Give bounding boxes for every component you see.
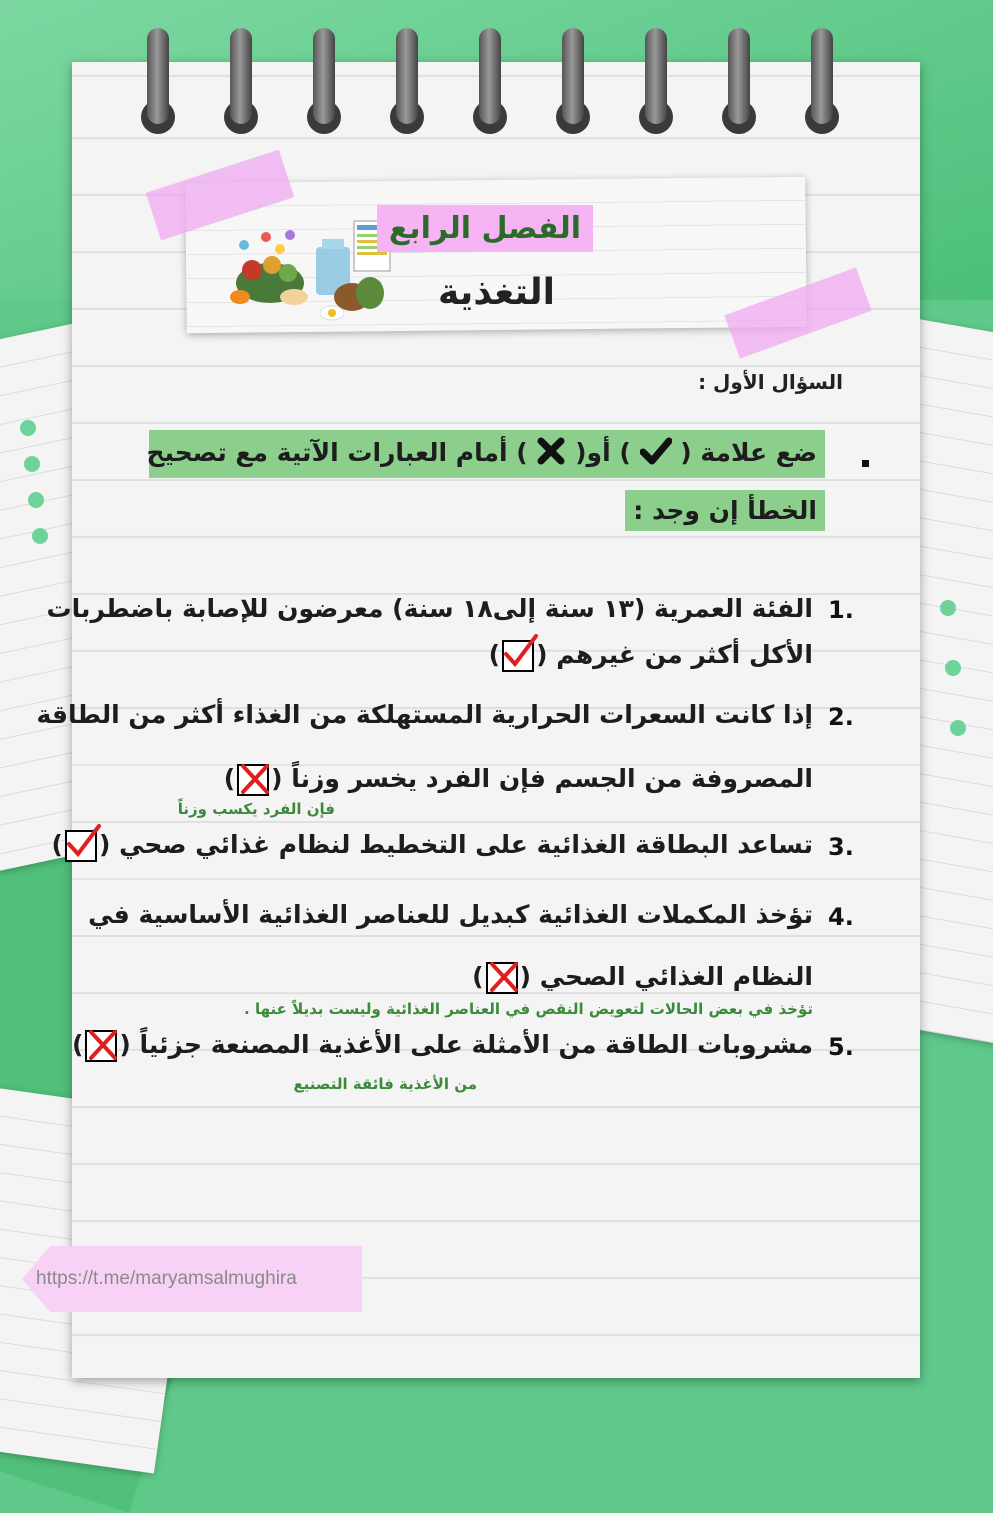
red-cross-icon	[484, 954, 524, 994]
punch-hole	[28, 492, 44, 508]
food-illustration	[222, 215, 398, 325]
item-number: 2.	[828, 703, 854, 731]
item-2-line-1: إذا كانت السعرات الحرارية المستهلكة من الغذاء أكثر من الطاقة	[36, 700, 813, 729]
punch-hole	[24, 456, 40, 472]
spiral-ring	[562, 28, 584, 124]
item-4-line-2: النظام الغذائي الصحي ( )	[472, 962, 813, 994]
item-1-line-1: الفئة العمرية (١٣ سنة إلى١٨ سنة) معرضون للإصابة باضطربات	[46, 594, 813, 623]
answer-check-box	[65, 830, 97, 862]
item-2-line-2: المصروفة من الجسم فإن الفرد يخسر وزناً ( )	[224, 764, 813, 796]
punch-hole	[20, 420, 36, 436]
item-number: 5.	[828, 1033, 854, 1061]
chapter-label: الفصل الرابع	[377, 205, 593, 252]
spiral-ring	[313, 28, 335, 124]
telegram-link[interactable]: https://t.me/maryamsalmughira	[36, 1268, 297, 1289]
spiral-ring	[479, 28, 501, 124]
item-4-correction: تؤخذ في بعض الحالات لتعويض النقص في العناصر الغذائية وليست بديلاً عنها .	[244, 1000, 813, 1018]
red-check-icon	[500, 632, 540, 672]
spiral-ring	[811, 28, 833, 124]
item-number: 4.	[828, 903, 854, 931]
item-1-line-2: الأكل أكثر من غيرهم ( )	[489, 640, 813, 672]
punch-hole	[32, 528, 48, 544]
check-icon	[640, 436, 672, 472]
punch-hole	[940, 600, 956, 616]
question-title: السؤال الأول :	[698, 370, 843, 394]
spiral-ring	[230, 28, 252, 124]
spiral-ring	[396, 28, 418, 124]
spiral-ring	[645, 28, 667, 124]
item-number: 1.	[828, 596, 854, 624]
spiral-ring	[147, 28, 169, 124]
subject-title: التغذية	[437, 272, 555, 313]
item-2-correction: فإن الفرد يكسب وزناً	[177, 800, 335, 818]
answer-cross-box	[486, 962, 518, 994]
bullet-icon	[862, 460, 869, 467]
punch-hole	[950, 720, 966, 736]
answer-check-box	[502, 640, 534, 672]
cross-icon	[536, 436, 566, 472]
red-cross-icon	[235, 756, 275, 796]
red-check-icon	[63, 822, 103, 862]
red-cross-icon	[83, 1022, 123, 1062]
item-number: 3.	[828, 833, 854, 861]
item-3-line-1: تساعد البطاقة الغذائية على التخطيط لنظام غذائي صحي ( )	[52, 830, 813, 862]
answer-cross-box	[237, 764, 269, 796]
item-5-correction: من الأغذية فائقة التصنيع	[293, 1075, 477, 1093]
item-5-line-1: مشروبات الطاقة من الأمثلة على الأغذية المصنعة جزئياً ( )	[72, 1030, 813, 1062]
instruction-line-1: ضع علامة ( ) أو( ) أمام العبارات الآتية مع تصحيح	[149, 430, 825, 478]
instruction-line-2: الخطأ إن وجد :	[625, 490, 825, 531]
spiral-ring	[728, 28, 750, 124]
punch-hole	[945, 660, 961, 676]
answer-cross-box	[85, 1030, 117, 1062]
item-4-line-1: تؤخذ المكملات الغذائية كبديل للعناصر الغذائية الأساسية في	[88, 900, 813, 929]
